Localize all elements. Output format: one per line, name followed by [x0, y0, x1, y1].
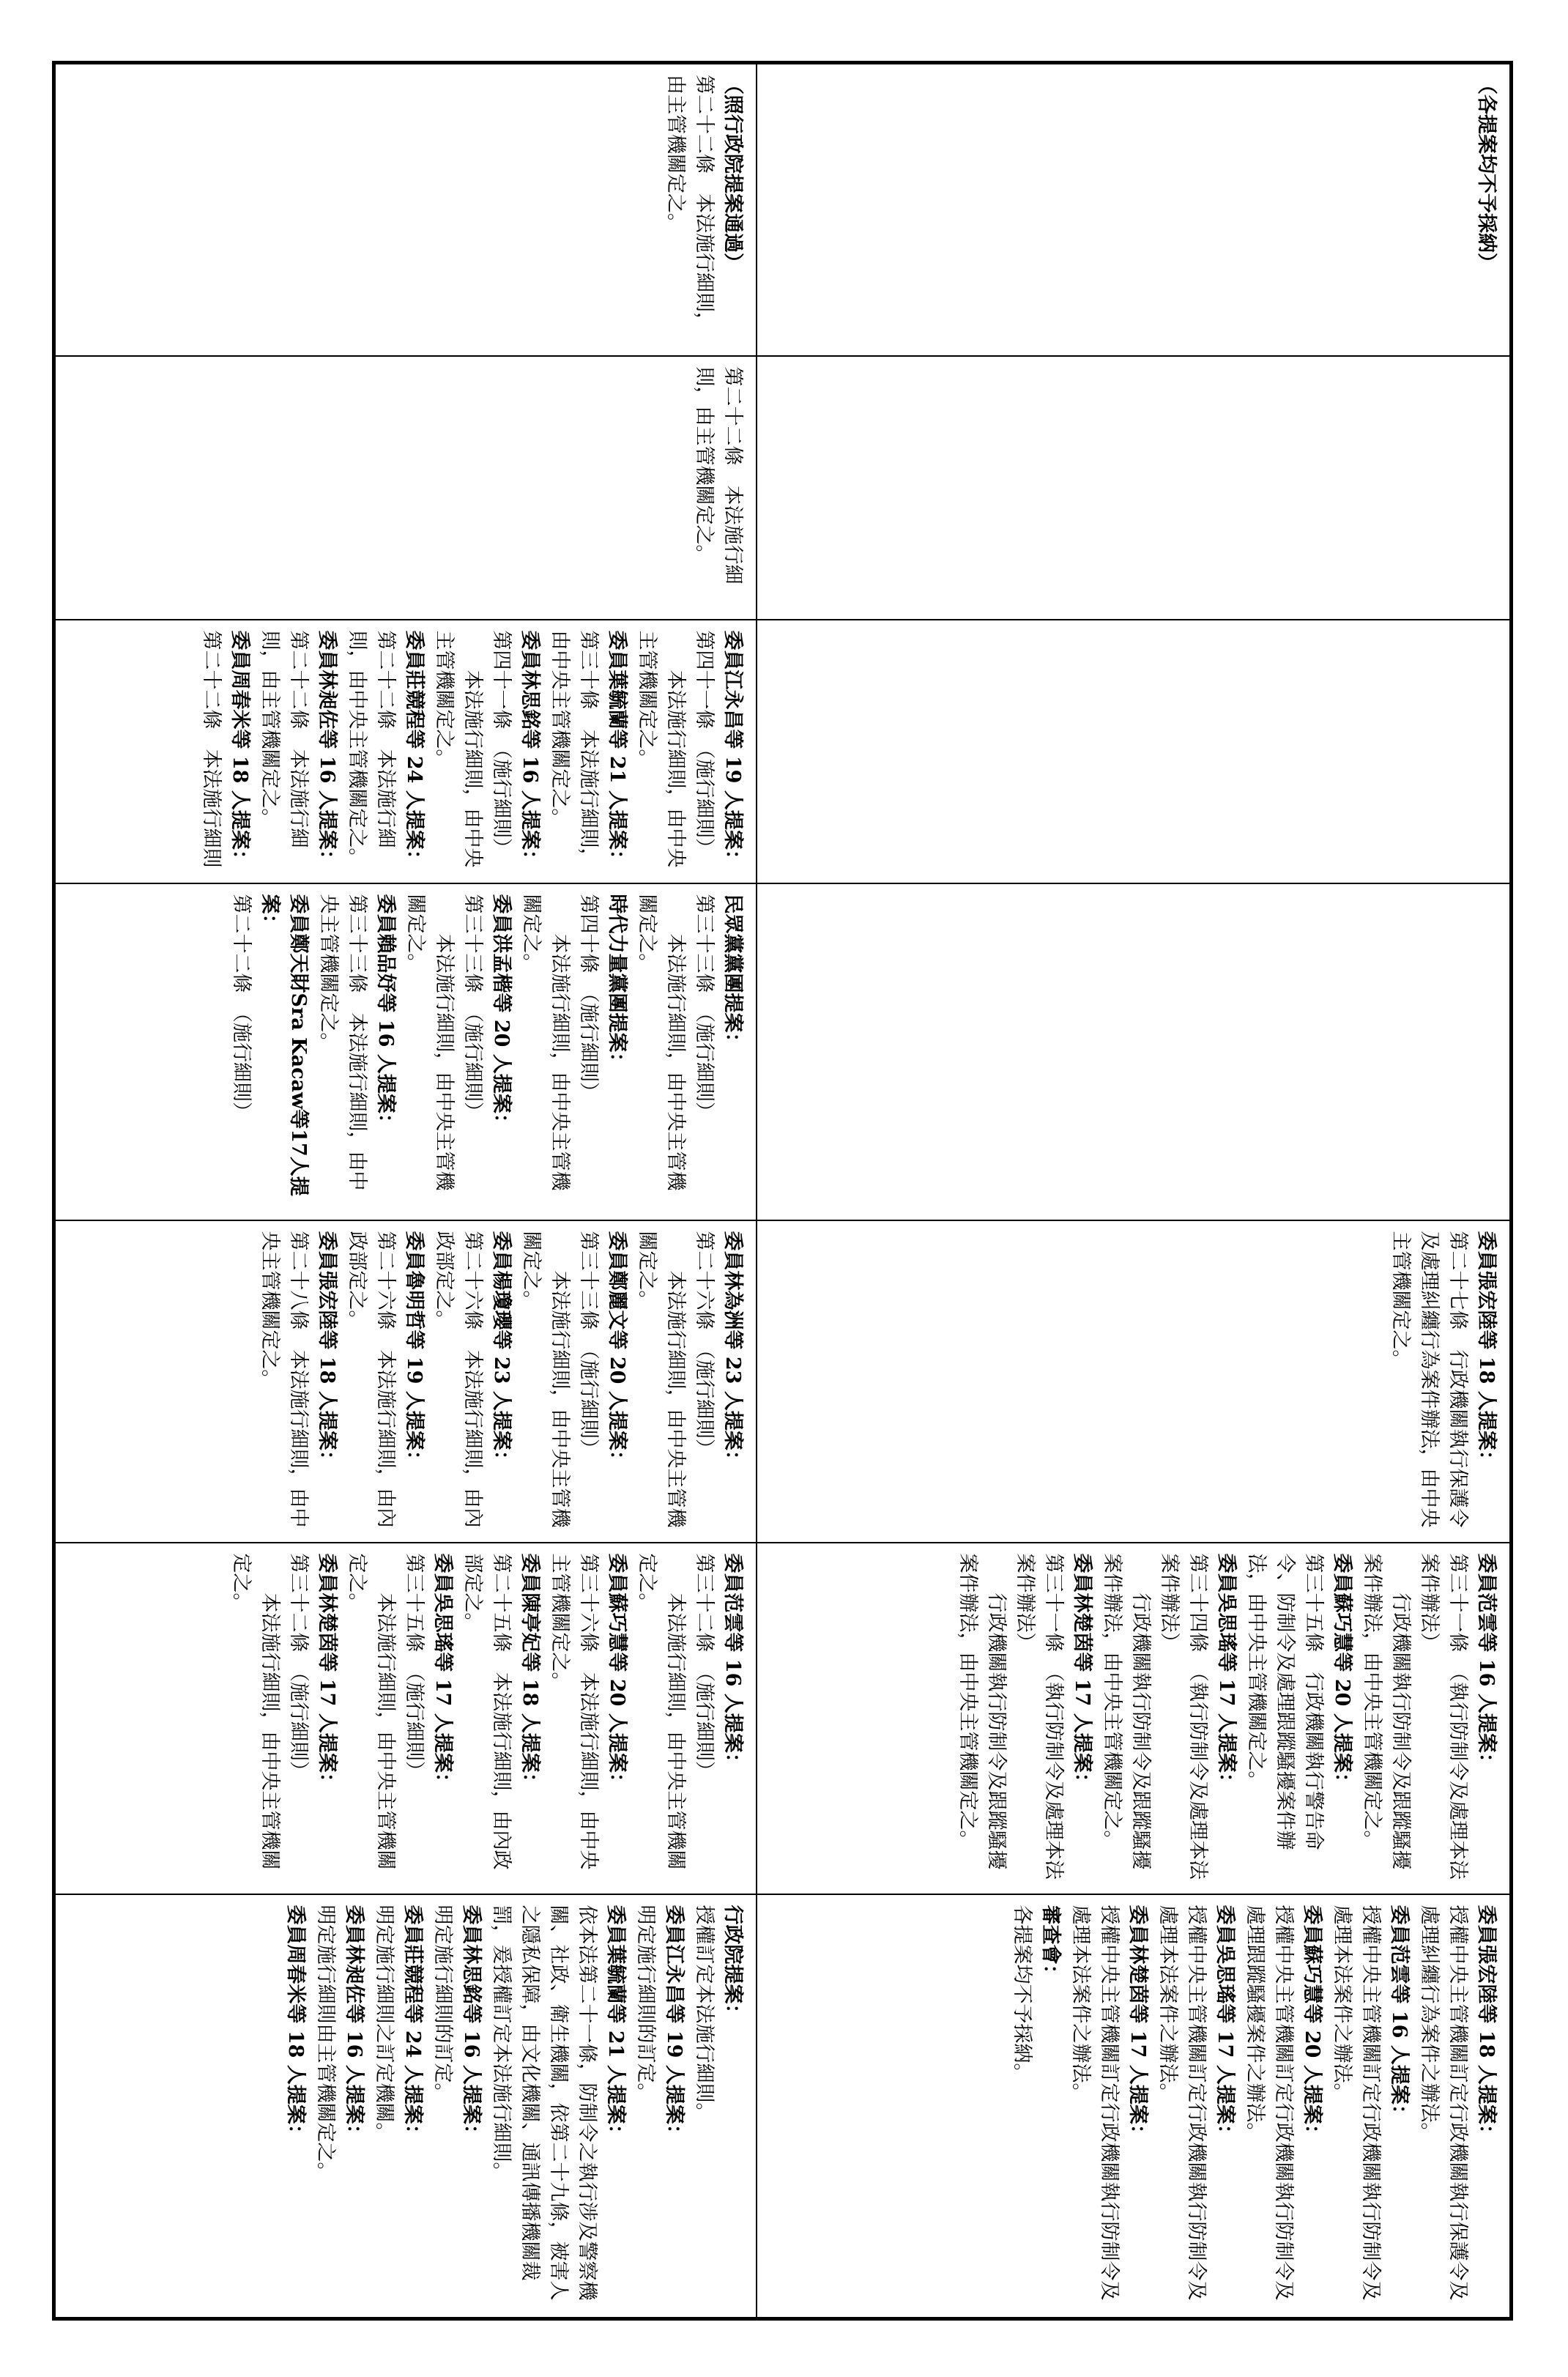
proposal-heading: 委員莊競程等 24 人提案：: [401, 1905, 424, 2144]
proposal-text: 第二十八條 本法施行細則，由中央主管機關定之。: [259, 1231, 310, 1527]
proposal-entry: [1386, 1231, 1501, 1531]
proposal-text: 第三十條 本法施行細則，由中央主管機關定之。: [549, 630, 600, 867]
table-cell: [757, 619, 1511, 883]
proposal-entry: [1472, 75, 1501, 345]
proposal-heading: 委員張宏陸等 18 人提案：: [1474, 1231, 1498, 1470]
proposal-text: 第三十五條 行政機關執行警告命令、防制令及處理跟蹤騷擾案件辦法，由中央主管機關定之。: [1244, 1553, 1325, 1850]
table-cell: [53, 1542, 757, 1894]
proposal-heading: 委員陳亭妃等 18 人提案：: [519, 1553, 541, 1792]
proposal-text: 第二十六條 本法施行細則，由內政部定之。: [433, 1231, 484, 1527]
proposal-entry: [197, 630, 254, 872]
proposal-entry: [631, 1905, 688, 2307]
proposal-entry: [690, 366, 747, 608]
proposal-entry: [517, 1231, 631, 1531]
proposal-text: 第二十二條 本法施行細則，由主管機關定之。: [259, 630, 310, 848]
table-cell: [757, 1220, 1511, 1542]
proposal-heading: （照行政院提案通過）: [721, 74, 744, 272]
proposal-text: 第二十六條 本法施行細則，由內政部定之。: [346, 1231, 397, 1527]
proposal-heading: 委員蘇巧慧等 20 人提案：: [606, 1553, 628, 1792]
table-cell: [53, 619, 757, 883]
proposal-entry: [1415, 1905, 1501, 2307]
proposal-text: 授權中央主管機關訂定行政機關執行防制令及處理本法案件之辦法。: [1330, 1905, 1382, 2300]
proposal-entry: [401, 894, 516, 1209]
proposal-text: 第二十七條 行政機關執行保護令及處理糾纏行為案件辦法，由中央主管機關定之。: [1389, 1231, 1469, 1527]
table-cell: [757, 883, 1511, 1220]
proposal-entry: [314, 894, 400, 1209]
proposal-heading: 委員張宏陸等 18 人提案：: [316, 1231, 338, 1470]
proposal-text: 第三十三條 （施行細則） 本法施行細則，由中央主管機關定之。: [636, 894, 716, 1190]
proposal-text: 明定施行細則的訂定。: [431, 1905, 454, 2102]
proposal-heading: 委員莊競程等 24 人提案：: [403, 630, 426, 869]
proposal-text: 第三十三條 （施行細則） 本法施行細則，由中央主管機關定之。: [404, 894, 484, 1190]
proposal-entry: [1358, 1553, 1501, 1883]
proposal-entry: [311, 1905, 368, 2307]
proposal-heading: 委員葉毓蘭等 21 人提案：: [606, 630, 628, 869]
proposal-text: 第二十二條 本法施行細則，由主管機關定之。: [693, 366, 744, 584]
proposal-text: 授權中央主管機關訂定行政機關執行防制令及處理跟蹤騷擾案件之辦法。: [1243, 1905, 1295, 2300]
proposal-entry: [487, 1905, 630, 2307]
proposal-entry: [633, 1231, 747, 1531]
proposal-text: 各提案均不予採納。: [1010, 1905, 1033, 2083]
proposal-entry: [227, 1553, 341, 1883]
proposal-heading: 委員魯明哲等 19 人提案：: [403, 1231, 426, 1470]
proposal-text: 授權中央主管機關訂定行政機關執行保護令及處理糾纏行為案件之辦法。: [1417, 1905, 1469, 2300]
proposal-text: 第二十二條 （施行細則）: [230, 894, 253, 1121]
comparison-table: [52, 61, 1513, 2321]
proposal-entry: [633, 1553, 747, 1883]
proposal-heading: 委員林楚茵等 17 人提案：: [1070, 1553, 1093, 1792]
proposal-text: 第三十三條 （施行細則） 本法施行細則，由中央主管機關定之。: [520, 1231, 600, 1527]
proposal-entry: [517, 894, 631, 1209]
proposal-text: 授權中央主管機關訂定行政機關執行防制令及處理本法案件之辦法。: [1069, 1905, 1121, 2300]
proposal-heading: 委員鄭天財Sra Kacaw等17人提案：: [259, 894, 310, 1196]
proposal-heading: 委員林楚茵等 17 人提案：: [316, 1553, 338, 1792]
proposal-text: 第二十五條 本法施行細則，由內政部定之。: [461, 1553, 513, 1869]
proposal-entry: [1153, 1905, 1239, 2307]
table-cell: [757, 62, 1511, 355]
proposal-text: 第四十條 （施行細則） 本法施行細則，由中央主管機關定之。: [520, 894, 600, 1190]
proposal-heading: 委員吳思瑤等 17 人提案：: [431, 1553, 454, 1792]
proposal-text: 第三十五條 （施行細則） 本法施行細則，由中央主管機關定之。: [346, 1553, 426, 1869]
proposal-heading: 委員林昶佐等 16 人提案：: [316, 630, 338, 869]
proposal-entry: [546, 630, 631, 872]
proposal-entry: [546, 1553, 631, 1883]
proposal-text: 第二十二條 本法施行細則: [200, 630, 223, 867]
proposal-text: 授權中央主管機關訂定行政機關執行防制令及處理本法案件之辦法。: [1156, 1905, 1208, 2300]
proposal-entry: [954, 1553, 1096, 1883]
proposal-text: 明定施行細則的訂定。: [634, 1905, 657, 2102]
rotated-legislative-comparison-table: [56, 61, 1513, 2317]
proposal-entry: [1242, 1553, 1356, 1883]
proposal-heading: 委員葉毓蘭等 21 人提案：: [604, 1905, 627, 2144]
proposal-heading: 時代力量黨團提案：: [606, 894, 628, 1072]
proposal-text: 第三十六條 本法施行細則，由中央主管機關定之。: [549, 1553, 600, 1869]
proposal-text: 依本法第二十一條，防制令之執行涉及警察機關、社政、衛生機關，依第二十九條，被害人之隱私保障，由文化機關、通訊傳播機關裁罰，爰授權訂定本法施行細則。: [490, 1905, 598, 2300]
proposal-text: 第三十二條 （施行細則） 本法施行細則，由中央主管機關定之。: [230, 1553, 310, 1869]
proposal-entry: [370, 1905, 427, 2307]
proposal-text: 第三十一條 （執行防制令及處理本法案件辦法） 行政機關執行防制令及跟蹤騷擾案件辦法，由中央主管機關定之。: [1360, 1553, 1469, 1880]
proposal-heading: 委員賴品妤等 16 人提案：: [374, 894, 397, 1133]
proposal-heading: 委員吳思瑤等 17 人提案：: [1213, 1905, 1236, 2144]
proposal-entry: [428, 1905, 486, 2307]
proposal-heading: 委員江永昌等 19 人提案：: [663, 1905, 685, 2144]
proposal-heading: 民眾黨黨團提案：: [721, 894, 744, 1052]
proposal-text: 第三十四條 （執行防制令及處理本法案件辦法） 行政機關執行防制令及跟蹤騷擾案件辦法，由中央主管機關定之。: [1100, 1553, 1209, 1880]
proposal-heading: 委員蘇巧慧等 20 人提案：: [1300, 1905, 1323, 2144]
proposal-heading: 委員洪孟楷等 20 人提案：: [490, 894, 513, 1133]
proposal-heading: （各提案均不予採納）: [1474, 74, 1498, 272]
proposal-heading: 委員林思銘等 16 人提案：: [519, 630, 541, 869]
proposal-heading: 委員林為洲等 23 人提案：: [721, 1231, 744, 1470]
proposal-entry: [281, 1905, 310, 2307]
proposal-entry: [430, 630, 544, 872]
table-cell: [53, 62, 757, 355]
proposal-text: 明定施行細則由主管機關定之。: [314, 1905, 337, 2181]
table-row: [53, 62, 757, 2318]
proposal-heading: 委員林昶佐等 16 人提案：: [343, 1905, 365, 2144]
proposal-entry: [690, 1905, 747, 2307]
proposal-entry: [1241, 1905, 1326, 2307]
proposal-entry: [1008, 1905, 1065, 2307]
proposal-text: 第三十一條 （執行防制令及處理本法案件辦法） 行政機關執行防制令及跟蹤騷擾案件辦法，由中央主管機關定之。: [956, 1553, 1065, 1880]
proposal-heading: 委員林楚茵等 17 人提案：: [1126, 1905, 1149, 2144]
table-row: [757, 62, 1511, 2318]
proposal-heading: 委員蘇巧慧等 20 人提案：: [1330, 1553, 1353, 1792]
proposal-text: 第三十三條 本法施行細則，由中央主管機關定之。: [317, 894, 368, 1190]
proposal-entry: [633, 894, 747, 1209]
table-cell: [53, 355, 757, 619]
table-cell: [757, 1894, 1511, 2318]
table-cell: [53, 1220, 757, 1542]
proposal-text: 第四十一條 （施行細則） 本法施行細則，由中央主管機關定之。: [433, 630, 513, 867]
proposal-text: 授權訂定本法施行細則。: [693, 1905, 716, 2122]
proposal-heading: 委員鄭麗文等 20 人提案：: [606, 1231, 628, 1470]
proposal-entry: [343, 630, 428, 872]
proposal-heading: 委員江永昌等 19 人提案：: [721, 630, 744, 869]
proposal-text: 明定施行細則之訂定機關。: [373, 1905, 395, 2142]
proposal-text: 第三十二條 （施行細則） 本法施行細則，由中央主管機關定之。: [636, 1553, 716, 1869]
proposal-entry: [1066, 1905, 1152, 2307]
proposal-entry: [343, 1553, 457, 1883]
proposal-heading: 委員林思銘等 16 人提案：: [460, 1905, 483, 2144]
proposal-heading: 委員范雲等 16 人提案：: [1474, 1553, 1498, 1773]
proposal-heading: 行政院提案：: [721, 1905, 744, 2023]
proposal-text: 第二十六條 （施行細則） 本法施行細則，由中央主管機關定之。: [636, 1231, 716, 1527]
proposal-entry: [633, 630, 747, 872]
proposal-heading: 委員吳思瑤等 17 人提案：: [1214, 1553, 1238, 1792]
proposal-entry: [458, 1553, 544, 1883]
proposal-text: 第二十二條 本法施行細則，由主管機關定之。: [664, 74, 716, 332]
proposal-entry: [227, 894, 313, 1209]
proposal-entry: [430, 1231, 516, 1531]
proposal-heading: 審查會：: [1038, 1905, 1062, 1984]
table-cell: [757, 1542, 1511, 1894]
proposal-entry: [343, 1231, 428, 1531]
table-cell: [53, 883, 757, 1220]
proposal-entry: [256, 1231, 341, 1531]
proposal-entry: [1328, 1905, 1413, 2307]
proposal-heading: 委員范雲等 16 人提案：: [1387, 1905, 1411, 2124]
proposal-entry: [256, 630, 341, 872]
proposal-heading: 委員周春米等 18 人提案：: [284, 1905, 307, 2144]
table-cell: [757, 355, 1511, 619]
proposal-heading: 委員張宏陸等 18 人提案：: [1474, 1905, 1498, 2144]
proposal-heading: 委員周春米等 18 人提案：: [228, 630, 251, 869]
proposal-entry: [1098, 1553, 1241, 1883]
proposal-text: 第四十一條 （施行細則） 本法施行細則，由中央主管機關定之。: [636, 630, 716, 867]
proposal-heading: 委員楊瓊瓔等 23 人提案：: [490, 1231, 513, 1470]
table-cell: [53, 1894, 757, 2318]
proposal-text: 第二十二條 本法施行細則，由中央主管機關定之。: [346, 630, 397, 867]
proposal-heading: 委員范雲等 16 人提案：: [721, 1553, 744, 1773]
proposal-entry: [661, 75, 747, 345]
